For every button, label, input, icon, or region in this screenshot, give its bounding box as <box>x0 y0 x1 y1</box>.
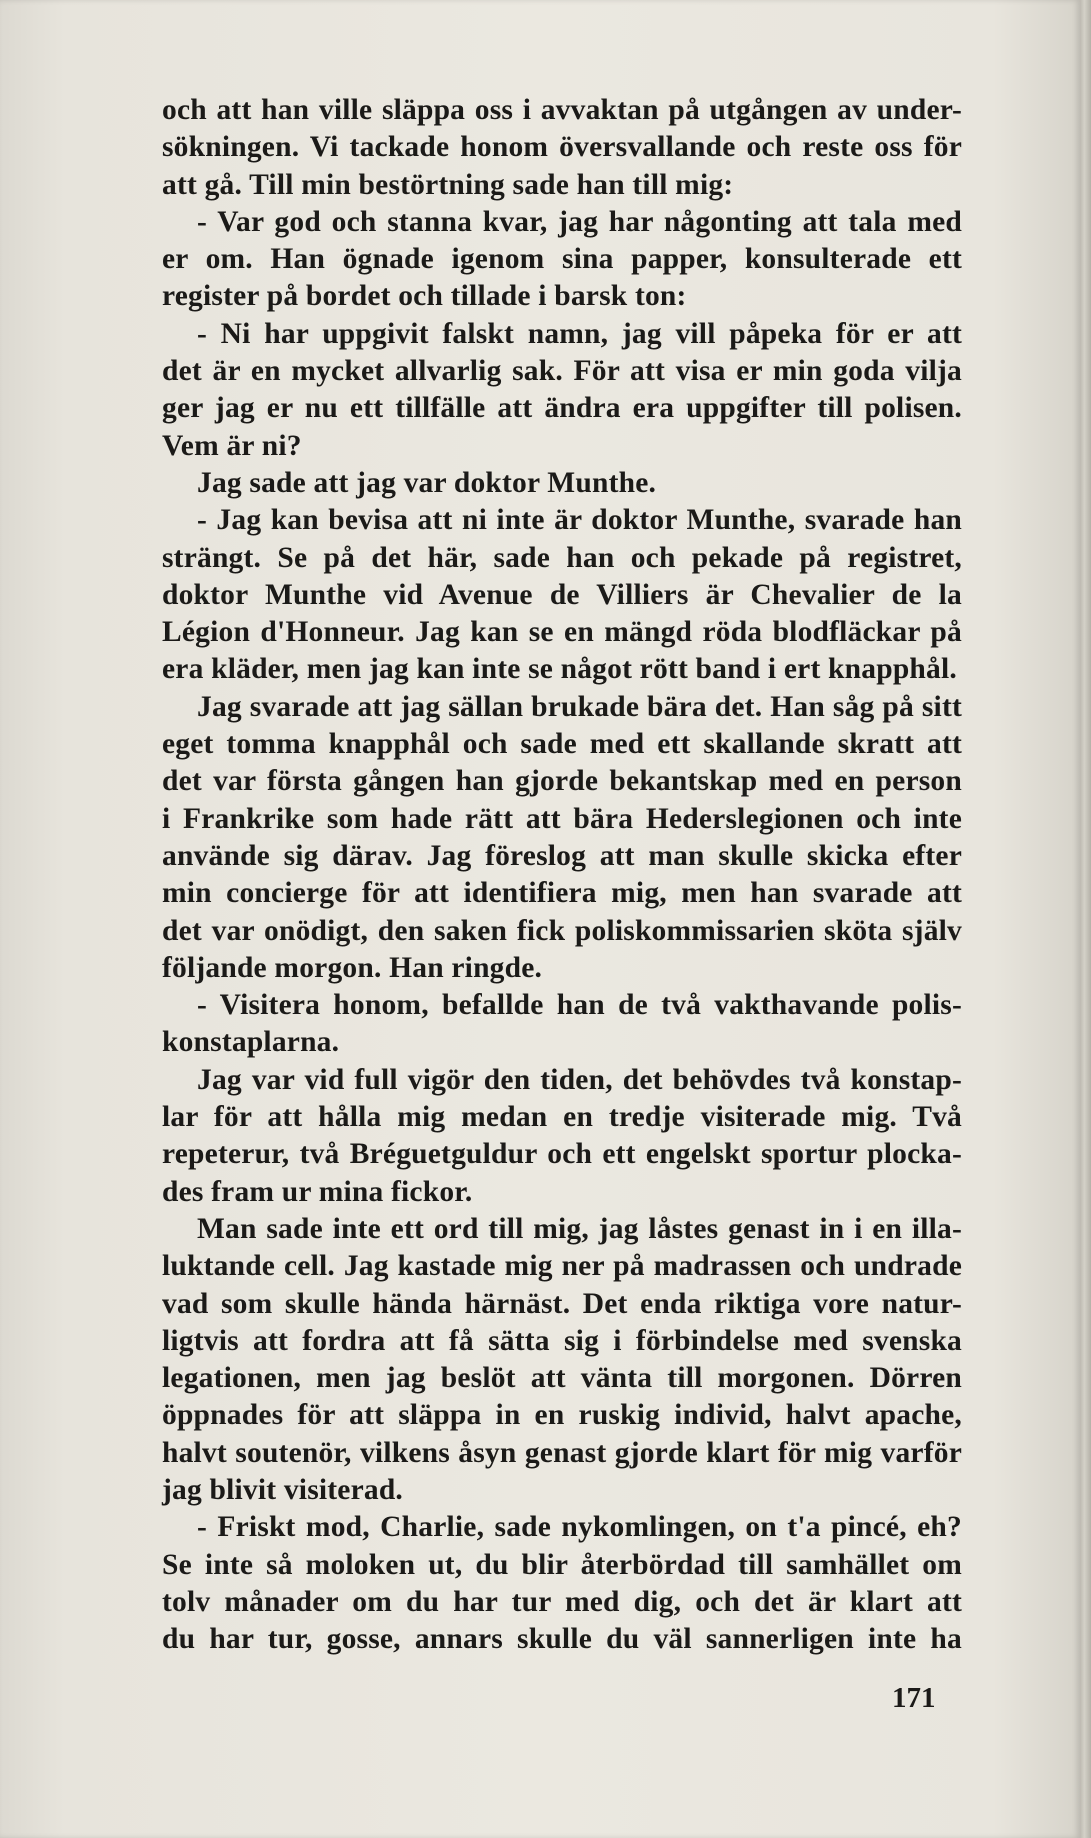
text-line: att gå. Till min bestörtning sade han till mig: <box>162 168 734 201</box>
text-line: konstaplarna. <box>162 1026 340 1059</box>
text-line: sökningen. Vi tackade honom översvallande och reste oss för <box>162 131 962 164</box>
text-line: tolv månader om du har tur med dig, och det är klart att <box>162 1585 962 1618</box>
text-line: - Var god och stanna kvar, jag har någonting att tala med <box>197 205 962 238</box>
text-line: använde sig därav. Jag föreslog att man skulle skicka efter <box>162 839 962 872</box>
text-line: följande morgon. Han ringde. <box>162 951 543 984</box>
text-line: Jag svarade att jag sällan brukade bära det. Han såg på sitt <box>197 690 962 723</box>
text-line: - Visitera honom, befallde han de två vakthavande polis- <box>197 989 962 1022</box>
text-line: i Frankrike som hade rätt att bära Hederslegionen och inte <box>162 802 962 835</box>
text-line: Man sade inte ett ord till mig, jag låstes genast in i en illa- <box>197 1212 962 1245</box>
page-edge <box>1080 0 1091 1838</box>
text-line: jag blivit visiterad. <box>162 1473 404 1506</box>
text-line: era kläder, men jag kan inte se något rött band i ert knapphål. <box>162 653 957 686</box>
text-line: strängt. Se på det här, sade han och pekade på registret, <box>162 541 962 574</box>
text-line: ligtvis att fordra att få sätta sig i förbindelse med svenska <box>162 1324 962 1357</box>
text-line: - Jag kan bevisa att ni inte är doktor Munthe, svarade han <box>197 504 962 537</box>
text-line: min concierge för att identifiera mig, men han svarade att <box>162 877 962 910</box>
text-line: det var onödigt, den saken fick poliskommissarien sköta själv <box>162 914 962 947</box>
text-line: ger jag er nu ett tillfälle att ändra era uppgifter till polisen. <box>162 392 962 425</box>
text-line: det var första gången han gjorde bekantskap med en person <box>162 765 962 798</box>
text-line: Se inte så moloken ut, du blir återbördad till samhället om <box>162 1548 962 1581</box>
text-line: Jag var vid full vigör den tiden, det behövdes två konstap- <box>197 1063 962 1096</box>
text-line: repeterur, två Bréguetguldur och ett engelskt sportur plocka- <box>162 1138 962 1171</box>
text-line: doktor Munthe vid Avenue de Villiers är Chevalier de la <box>162 578 962 611</box>
text-line: vad som skulle hända härnäst. Det enda riktiga vore natur- <box>162 1287 962 1320</box>
text-line: register på bordet och tillade i barsk ton: <box>162 280 687 313</box>
text-line: öppnades för att släppa in en ruskig individ, halvt apache, <box>162 1399 962 1432</box>
text-line: och att han ville släppa oss i avvaktan på utgången av under- <box>162 94 962 126</box>
text-line: legationen, men jag beslöt att vänta till morgonen. Dörren <box>162 1362 962 1395</box>
text-line: halvt soutenör, vilkens åsyn genast gjorde klart för mig varför <box>162 1436 962 1469</box>
text-line: lar för att hålla mig medan en tredje visiterade mig. Två <box>162 1101 962 1134</box>
text-line: du har tur, gosse, annars skulle du väl sannerligen inte ha <box>162 1623 962 1656</box>
text-line: Jag sade att jag var doktor Munthe. <box>197 466 657 499</box>
text-line: luktande cell. Jag kastade mig ner på madrassen och undrade <box>162 1250 962 1283</box>
page-number: 171 <box>892 1682 936 1714</box>
text-line: er om. Han ögnade igenom sina papper, konsulterade ett <box>162 243 962 276</box>
text-line: Vem är ni? <box>162 429 302 462</box>
text-line: eget tomma knapphål och sade med ett skallande skratt att <box>162 728 962 761</box>
text-line: Légion d'Honneur. Jag kan se en mängd röda blodfläckar på <box>162 616 962 649</box>
text-line: - Ni har uppgivit falskt namn, jag vill påpeka för er att <box>197 317 962 350</box>
text-line: des fram ur mina fickor. <box>162 1175 473 1208</box>
text-line: - Friskt mod, Charlie, sade nykomlingen, on t'a pincé, eh? <box>197 1511 962 1544</box>
text-line: det är en mycket allvarlig sak. För att visa er min goda vilja <box>162 355 962 388</box>
body-text <box>162 92 962 1658</box>
